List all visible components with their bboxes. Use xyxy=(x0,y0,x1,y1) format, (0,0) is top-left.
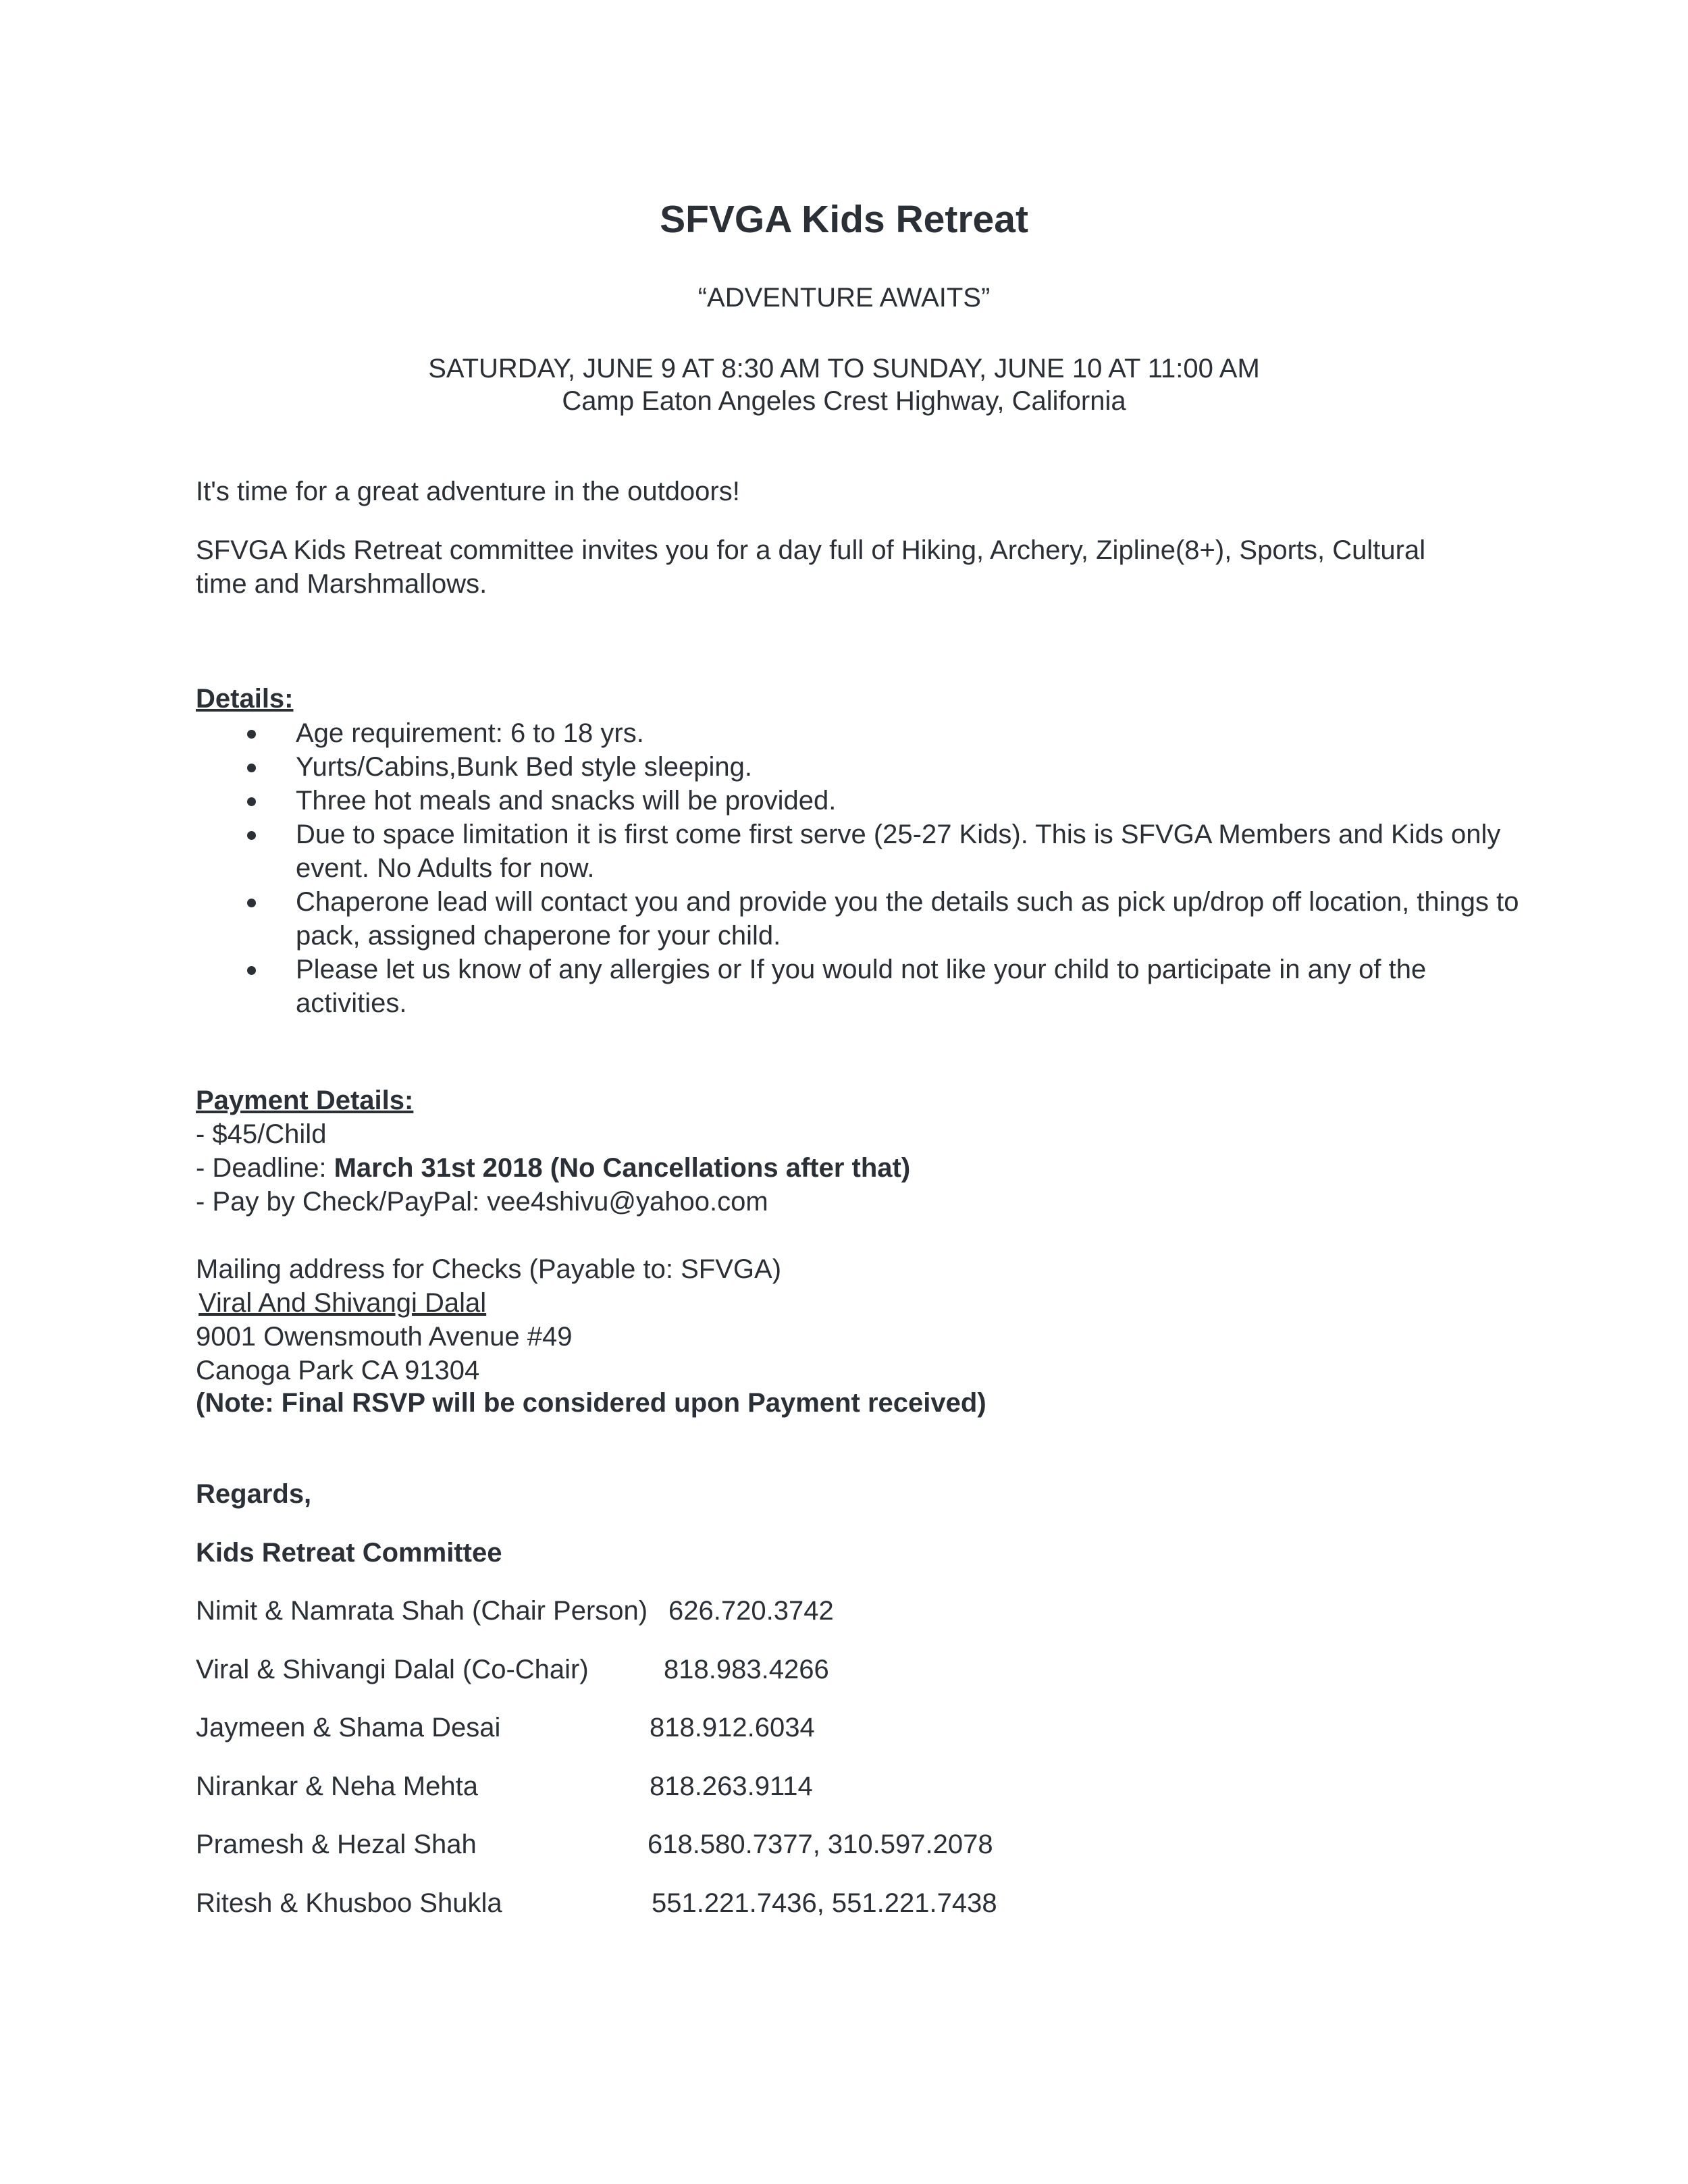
list-item xyxy=(196,885,1519,953)
payee-name: Viral And Shivangi Dalal xyxy=(199,1288,487,1318)
details-list xyxy=(196,716,1519,1020)
member-phone: 818.983.4266 xyxy=(664,1655,829,1684)
intro-line: It's time for a great adventure in the outdoors! xyxy=(196,477,740,506)
event-dates: SATURDAY, JUNE 9 AT 8:30 AM TO SUNDAY, JUNE 10 AT 11:00 AM xyxy=(428,354,1260,383)
intro-paragraph: SFVGA Kids Retreat committee invites you for a day full of Hiking, Archery, Zipline(8+), Sports, Cultural time and Marshmallows. xyxy=(196,535,1426,599)
payment-heading: Payment Details: xyxy=(196,1086,414,1115)
event-location: Camp Eaton Angeles Crest Highway, California xyxy=(562,386,1126,416)
page-title: SFVGA Kids Retreat xyxy=(660,198,1028,241)
details-heading: Details: xyxy=(196,684,294,714)
list-item xyxy=(196,750,1519,784)
payment-price: - $45/Child xyxy=(196,1119,327,1149)
member-phone: 551.221.7436, 551.221.7438 xyxy=(652,1888,997,1918)
member-name: Nimit & Namrata Shah (Chair Person) xyxy=(196,1596,648,1626)
list-item-text: Due to space limitation it is first come first serve (25-27 Kids). This is SFVGA Members and Kids only event. No Adults for now. xyxy=(296,820,1501,883)
payment-method: - Pay by Check/PayPal: vee4shivu@yahoo.com xyxy=(196,1187,768,1217)
member-name: Ritesh & Khusboo Shukla xyxy=(196,1888,502,1918)
list-item xyxy=(196,716,1519,750)
regards: Regards, xyxy=(196,1479,312,1509)
member-phone: 818.912.6034 xyxy=(650,1713,815,1742)
list-item xyxy=(196,784,1519,818)
mailing-label: Mailing address for Checks (Payable to: SFVGA) xyxy=(196,1254,782,1284)
member-phone: 618.580.7377, 310.597.2078 xyxy=(648,1830,993,1859)
bullet-icon xyxy=(247,797,256,806)
deadline-value: March 31st 2018 (No Cancellations after that) xyxy=(334,1153,911,1183)
list-item-text: Age requirement: 6 to 18 yrs. xyxy=(296,718,644,748)
list-item-text: Please let us know of any allergies or If you would not like your child to participate in any of the activities. xyxy=(296,955,1427,1018)
list-item xyxy=(196,953,1519,1020)
list-item-text: Chaperone lead will contact you and provide you the details such as pick up/drop off location, things to pack, assigned chaperone for your child. xyxy=(296,887,1519,951)
address-line-1: 9001 Owensmouth Avenue #49 xyxy=(196,1322,573,1352)
list-item xyxy=(196,818,1519,885)
member-phone: 818.263.9114 xyxy=(650,1772,813,1801)
list-item-text: Three hot meals and snacks will be provided. xyxy=(296,786,837,816)
member-name: Pramesh & Hezal Shah xyxy=(196,1830,477,1859)
member-name: Jaymeen & Shama Desai xyxy=(196,1713,501,1742)
address-line-2: Canoga Park CA 91304 xyxy=(196,1356,480,1385)
list-item-text: Yurts/Cabins,Bunk Bed style sleeping. xyxy=(296,752,752,782)
member-phone: 626.720.3742 xyxy=(668,1596,834,1626)
bullet-icon xyxy=(247,730,256,739)
deadline-label: - Deadline: xyxy=(196,1153,334,1183)
rsvp-note: (Note: Final RSVP will be considered upon Payment received) xyxy=(196,1388,986,1418)
bullet-icon xyxy=(247,966,256,975)
member-name: Nirankar & Neha Mehta xyxy=(196,1772,478,1801)
committee-title: Kids Retreat Committee xyxy=(196,1538,502,1568)
payment-deadline xyxy=(196,1151,910,1185)
tagline: “ADVENTURE AWAITS” xyxy=(697,283,991,313)
bullet-icon xyxy=(247,764,256,772)
bullet-icon xyxy=(247,831,256,840)
bullet-icon xyxy=(247,899,256,907)
member-name: Viral & Shivangi Dalal (Co-Chair) xyxy=(196,1655,589,1684)
